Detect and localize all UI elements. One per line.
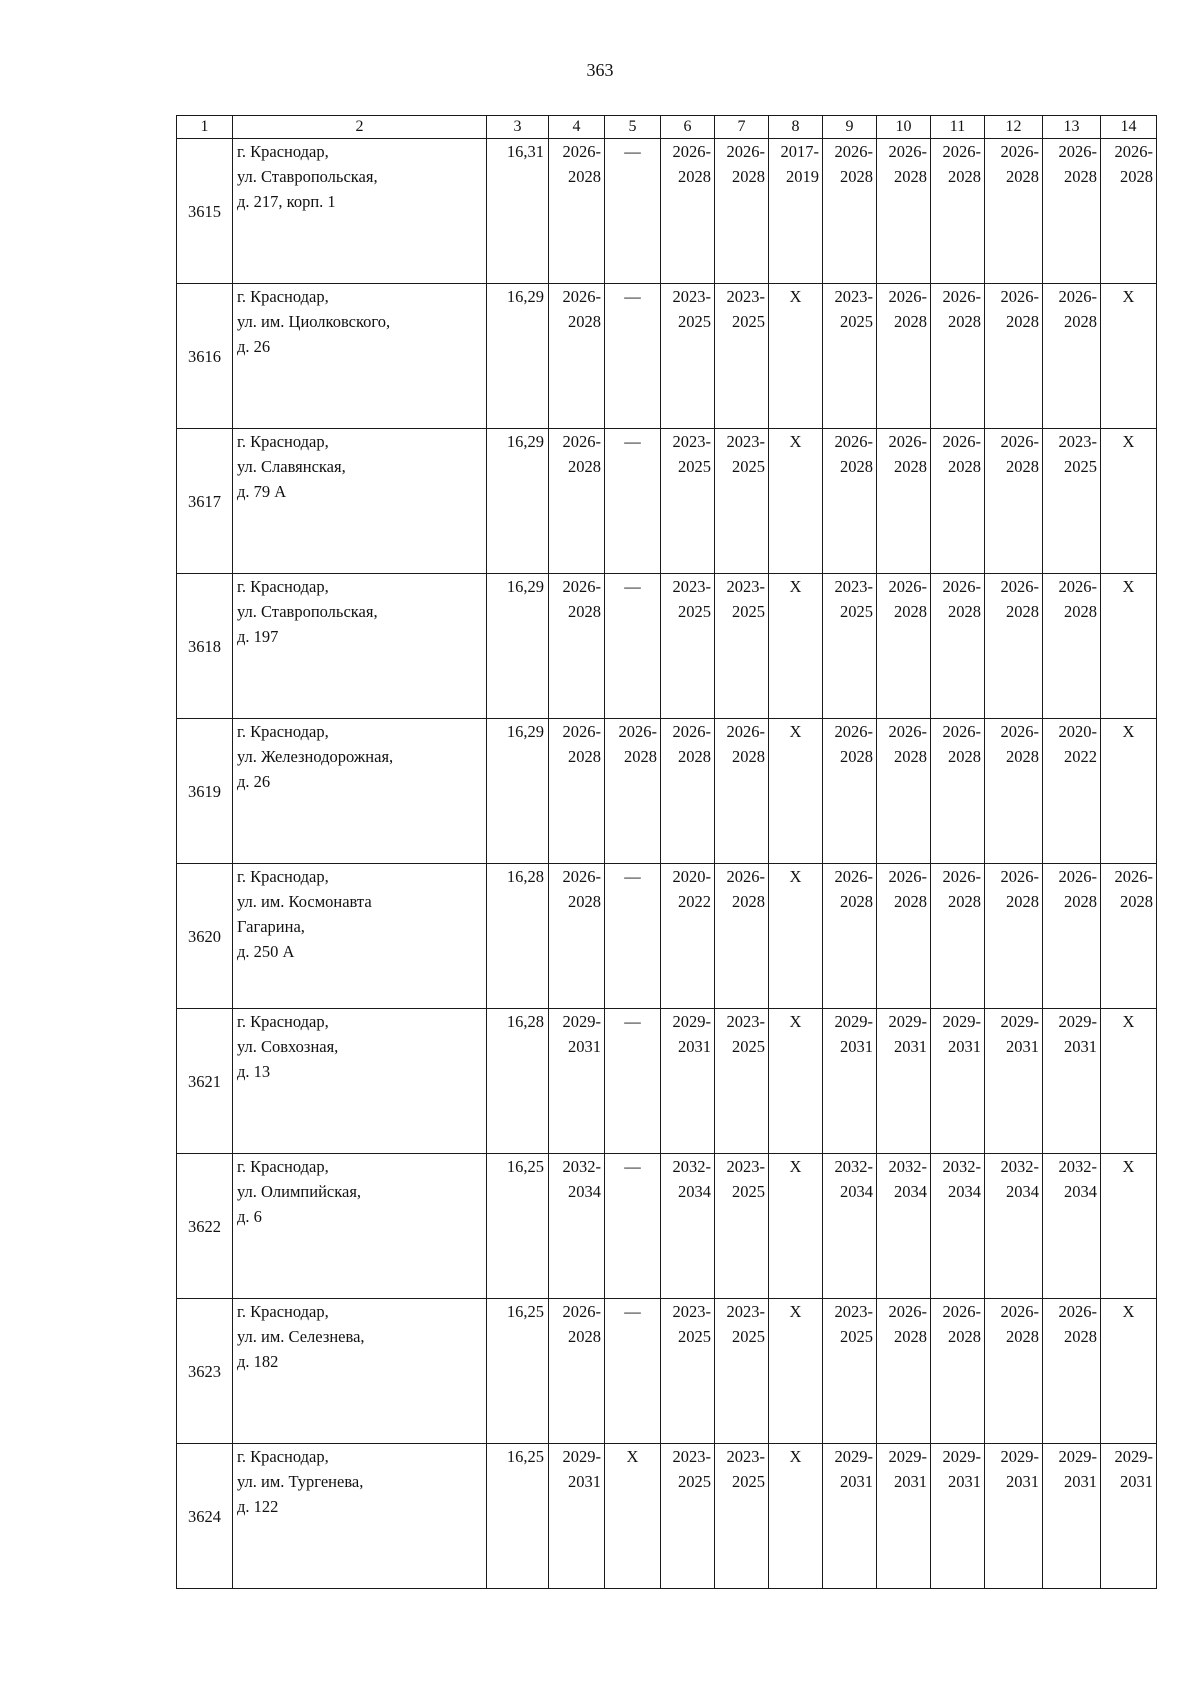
period-cell: 2032- 2034: [877, 1154, 931, 1299]
period-cell: 2026- 2028: [823, 139, 877, 284]
period-cell: 2029- 2031: [877, 1444, 931, 1589]
period-cell: 2029- 2031: [823, 1444, 877, 1589]
address-line: г. Краснодар,: [237, 1302, 329, 1321]
table-row: [177, 1154, 1157, 1299]
period-cell: 2023- 2025: [823, 1299, 877, 1444]
period-cell: 2029- 2031: [661, 1009, 715, 1154]
period-cell: 2032- 2034: [549, 1154, 605, 1299]
period-cell: 2023- 2025: [715, 284, 769, 429]
period-cell: 2023- 2025: [715, 574, 769, 719]
period-cell: 2026- 2028: [931, 864, 985, 1009]
column-header: 3: [487, 116, 549, 139]
address-line: д. 217, корп. 1: [237, 192, 336, 211]
column-header: 13: [1043, 116, 1101, 139]
row-number: 3621: [177, 1009, 233, 1154]
period-cell: —: [605, 1154, 661, 1299]
column-header: 4: [549, 116, 605, 139]
address-line: Гагарина,: [237, 917, 305, 936]
period-cell: 2026- 2028: [985, 284, 1043, 429]
period-cell: 2026- 2028: [931, 284, 985, 429]
area-cell: 16,29: [487, 429, 549, 574]
row-number: 3622: [177, 1154, 233, 1299]
period-cell: 2026- 2028: [931, 1299, 985, 1444]
table-body: [177, 139, 1157, 1589]
period-cell: —: [605, 864, 661, 1009]
address-cell: [233, 574, 487, 719]
period-cell: 2023- 2025: [715, 1154, 769, 1299]
period-cell: 2026- 2028: [877, 1299, 931, 1444]
address-line: ул. им. Селезнева,: [237, 1327, 365, 1346]
address-line: ул. Ставропольская,: [237, 602, 378, 621]
period-cell: 2026- 2028: [549, 719, 605, 864]
period-cell: 2026- 2028: [715, 139, 769, 284]
table-row: [177, 574, 1157, 719]
period-cell: 2026- 2028: [661, 139, 715, 284]
period-cell: 2026- 2028: [549, 864, 605, 1009]
row-number: 3616: [177, 284, 233, 429]
period-cell: 2032- 2034: [661, 1154, 715, 1299]
address-line: д. 182: [237, 1352, 279, 1371]
row-number: 3624: [177, 1444, 233, 1589]
column-header: 2: [233, 116, 487, 139]
table-row: [177, 719, 1157, 864]
address-cell: [233, 1009, 487, 1154]
address-line: ул. Железнодорожная,: [237, 747, 394, 766]
period-cell: 2026- 2028: [661, 719, 715, 864]
period-cell: 2026- 2028: [985, 139, 1043, 284]
address-line: г. Краснодар,: [237, 142, 329, 161]
address-cell: [233, 429, 487, 574]
area-cell: 16,29: [487, 284, 549, 429]
address-line: д. 122: [237, 1497, 279, 1516]
period-cell: 2026- 2028: [1043, 864, 1101, 1009]
table-row: [177, 1444, 1157, 1589]
period-cell: —: [605, 574, 661, 719]
period-cell: X: [769, 429, 823, 574]
address-line: г. Краснодар,: [237, 287, 329, 306]
address-line: д. 26: [237, 772, 271, 791]
period-cell: 2026- 2028: [931, 574, 985, 719]
period-cell: 2029- 2031: [985, 1009, 1043, 1154]
period-cell: 2026- 2028: [549, 1299, 605, 1444]
period-cell: X: [769, 284, 823, 429]
address-cell: [233, 284, 487, 429]
address-line: д. 79 А: [237, 482, 287, 501]
period-cell: 2026- 2028: [823, 429, 877, 574]
table-row: [177, 284, 1157, 429]
area-cell: 16,29: [487, 719, 549, 864]
address-cell: [233, 719, 487, 864]
column-header: 9: [823, 116, 877, 139]
area-cell: 16,28: [487, 864, 549, 1009]
period-cell: 2029- 2031: [823, 1009, 877, 1154]
address-line: г. Краснодар,: [237, 432, 329, 451]
area-cell: 16,29: [487, 574, 549, 719]
address-line: д. 13: [237, 1062, 271, 1081]
address-line: д. 6: [237, 1207, 262, 1226]
area-cell: 16,25: [487, 1154, 549, 1299]
address-line: ул. Олимпийская,: [237, 1182, 362, 1201]
address-line: д. 26: [237, 337, 271, 356]
period-cell: 2026- 2028: [931, 719, 985, 864]
period-cell: 2026- 2028: [877, 719, 931, 864]
column-header: 8: [769, 116, 823, 139]
address-line: ул. им. Циолковского,: [237, 312, 391, 331]
column-header: 6: [661, 116, 715, 139]
column-header: 7: [715, 116, 769, 139]
area-cell: 16,25: [487, 1444, 549, 1589]
address-line: д. 197: [237, 627, 279, 646]
period-cell: 2026- 2028: [1043, 284, 1101, 429]
column-header: 12: [985, 116, 1043, 139]
period-cell: X: [1101, 284, 1157, 429]
period-cell: 2026- 2028: [985, 719, 1043, 864]
period-cell: 2026- 2028: [985, 1299, 1043, 1444]
register-table: [176, 115, 1157, 1589]
period-cell: 2023- 2025: [661, 574, 715, 719]
table-row: [177, 864, 1157, 1009]
area-cell: 16,28: [487, 1009, 549, 1154]
period-cell: 2023- 2025: [661, 284, 715, 429]
period-cell: 2026- 2028: [1101, 139, 1157, 284]
period-cell: 2032- 2034: [1043, 1154, 1101, 1299]
period-cell: X: [769, 719, 823, 864]
period-cell: 2023- 2025: [715, 429, 769, 574]
area-cell: 16,31: [487, 139, 549, 284]
period-cell: 2026- 2028: [931, 139, 985, 284]
period-cell: 2032- 2034: [931, 1154, 985, 1299]
period-cell: 2026- 2028: [605, 719, 661, 864]
period-cell: 2023- 2025: [715, 1299, 769, 1444]
row-number: 3615: [177, 139, 233, 284]
column-header: 1: [177, 116, 233, 139]
period-cell: X: [1101, 1009, 1157, 1154]
column-header: 5: [605, 116, 661, 139]
table-row: [177, 139, 1157, 284]
period-cell: 2029- 2031: [1101, 1444, 1157, 1589]
table-row: [177, 1009, 1157, 1154]
page-number: 363: [586, 60, 614, 80]
period-cell: 2026- 2028: [715, 719, 769, 864]
table-header-row: [177, 116, 1157, 139]
period-cell: 2026- 2028: [715, 864, 769, 1009]
address-line: г. Краснодар,: [237, 867, 329, 886]
address-cell: [233, 139, 487, 284]
period-cell: 2026- 2028: [1043, 139, 1101, 284]
address-line: ул. Ставропольская,: [237, 167, 378, 186]
address-cell: [233, 1444, 487, 1589]
address-line: ул. Славянская,: [237, 457, 346, 476]
address-line: г. Краснодар,: [237, 577, 329, 596]
period-cell: 2026- 2028: [877, 284, 931, 429]
address-cell: [233, 864, 487, 1009]
period-cell: 2023- 2025: [823, 284, 877, 429]
period-cell: 2026- 2028: [877, 574, 931, 719]
period-cell: 2020- 2022: [661, 864, 715, 1009]
period-cell: X: [1101, 1154, 1157, 1299]
period-cell: 2026- 2028: [985, 574, 1043, 719]
period-cell: —: [605, 429, 661, 574]
period-cell: X: [769, 864, 823, 1009]
period-cell: 2026- 2028: [1043, 574, 1101, 719]
period-cell: X: [769, 1444, 823, 1589]
period-cell: X: [769, 574, 823, 719]
period-cell: X: [1101, 429, 1157, 574]
period-cell: 2026- 2028: [549, 284, 605, 429]
address-line: г. Краснодар,: [237, 1012, 329, 1031]
row-number: 3618: [177, 574, 233, 719]
period-cell: 2026- 2028: [931, 429, 985, 574]
period-cell: 2026- 2028: [877, 864, 931, 1009]
period-cell: 2023- 2025: [715, 1444, 769, 1589]
period-cell: 2023- 2025: [715, 1009, 769, 1154]
period-cell: —: [605, 284, 661, 429]
period-cell: 2029- 2031: [931, 1009, 985, 1154]
table-row: [177, 1299, 1157, 1444]
period-cell: 2032- 2034: [823, 1154, 877, 1299]
period-cell: 2029- 2031: [1043, 1444, 1101, 1589]
period-cell: 2023- 2025: [661, 429, 715, 574]
address-line: ул. Совхозная,: [237, 1037, 339, 1056]
period-cell: 2029- 2031: [549, 1444, 605, 1589]
address-line: ул. им. Космонавта: [237, 892, 372, 911]
address-line: г. Краснодар,: [237, 1157, 329, 1176]
period-cell: 2023- 2025: [1043, 429, 1101, 574]
column-header: 14: [1101, 116, 1157, 139]
period-cell: 2026- 2028: [549, 574, 605, 719]
period-cell: X: [1101, 574, 1157, 719]
period-cell: 2026- 2028: [823, 864, 877, 1009]
period-cell: X: [769, 1009, 823, 1154]
period-cell: 2026- 2028: [549, 139, 605, 284]
row-number: 3623: [177, 1299, 233, 1444]
table-row: [177, 429, 1157, 574]
row-number: 3620: [177, 864, 233, 1009]
period-cell: 2029- 2031: [931, 1444, 985, 1589]
period-cell: 2029- 2031: [1043, 1009, 1101, 1154]
address-line: ул. им. Тургенева,: [237, 1472, 364, 1491]
address-line: г. Краснодар,: [237, 1447, 329, 1466]
period-cell: X: [769, 1154, 823, 1299]
period-cell: 2026- 2028: [985, 864, 1043, 1009]
row-number: 3617: [177, 429, 233, 574]
address-cell: [233, 1299, 487, 1444]
period-cell: 2017- 2019: [769, 139, 823, 284]
period-cell: 2029- 2031: [877, 1009, 931, 1154]
period-cell: X: [605, 1444, 661, 1589]
row-number: 3619: [177, 719, 233, 864]
address-line: г. Краснодар,: [237, 722, 329, 741]
period-cell: X: [1101, 719, 1157, 864]
period-cell: 2026- 2028: [877, 429, 931, 574]
period-cell: 2023- 2025: [661, 1444, 715, 1589]
period-cell: 2026- 2028: [823, 719, 877, 864]
period-cell: 2026- 2028: [549, 429, 605, 574]
period-cell: 2023- 2025: [823, 574, 877, 719]
period-cell: 2023- 2025: [661, 1299, 715, 1444]
period-cell: 2026- 2028: [985, 429, 1043, 574]
address-line: д. 250 А: [237, 942, 295, 961]
period-cell: 2026- 2028: [1101, 864, 1157, 1009]
period-cell: 2032- 2034: [985, 1154, 1043, 1299]
period-cell: —: [605, 139, 661, 284]
area-cell: 16,25: [487, 1299, 549, 1444]
column-header: 11: [931, 116, 985, 139]
period-cell: —: [605, 1009, 661, 1154]
period-cell: —: [605, 1299, 661, 1444]
address-cell: [233, 1154, 487, 1299]
period-cell: 2029- 2031: [549, 1009, 605, 1154]
period-cell: 2020- 2022: [1043, 719, 1101, 864]
period-cell: 2026- 2028: [1043, 1299, 1101, 1444]
period-cell: X: [769, 1299, 823, 1444]
period-cell: 2029- 2031: [985, 1444, 1043, 1589]
period-cell: 2026- 2028: [877, 139, 931, 284]
column-header: 10: [877, 116, 931, 139]
period-cell: X: [1101, 1299, 1157, 1444]
